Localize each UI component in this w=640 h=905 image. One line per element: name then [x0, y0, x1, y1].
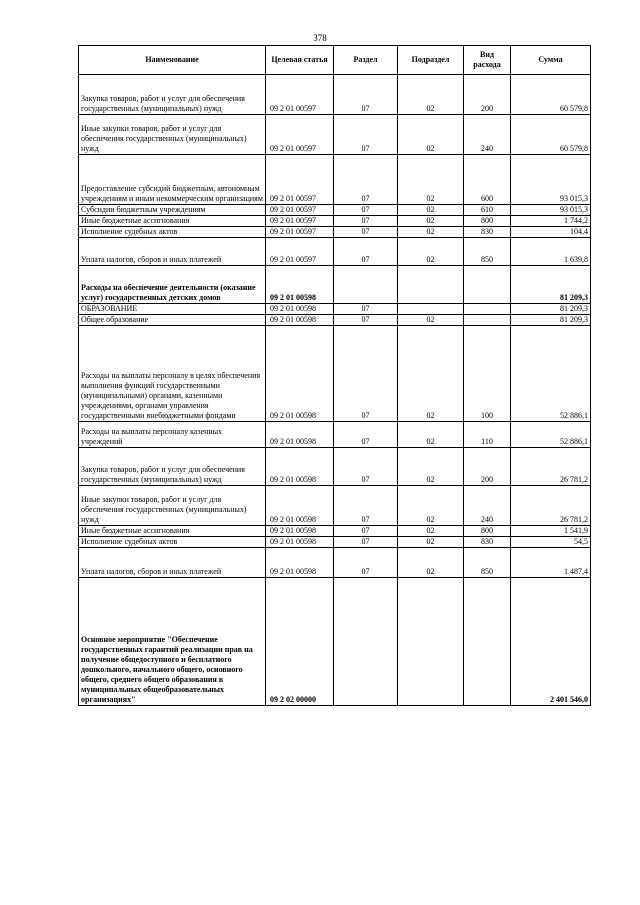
row-subsection: 02 [398, 115, 464, 155]
row-expense-type: 200 [464, 75, 511, 115]
row-target-article: 09 2 01 00597 [266, 227, 334, 238]
row-subsection [398, 578, 464, 706]
row-name: Уплата налогов, сборов и иных платежей [79, 548, 266, 578]
row-target-article: 09 2 01 00598 [266, 537, 334, 548]
budget-table [78, 45, 591, 706]
row-target-article: 09 2 01 00597 [266, 238, 334, 266]
row-name: Закупка товаров, работ и услуг для обеспечения государственных (муниципальных) нужд [79, 75, 266, 115]
row-name: Расходы на выплаты персоналу в целях обеспечения выполнения функций государственными (муниципальными) органами, казенными учреждениями, органами управления государственными внебюджетными фондами [79, 326, 266, 422]
row-subsection: 02 [398, 75, 464, 115]
row-subsection: 02 [398, 422, 464, 448]
row-expense-type: 830 [464, 537, 511, 548]
row-subsection: 02 [398, 548, 464, 578]
table-row [79, 548, 591, 578]
row-target-article: 09 2 01 00597 [266, 205, 334, 216]
row-expense-type: 850 [464, 238, 511, 266]
table-row [79, 537, 591, 548]
table-row [79, 216, 591, 227]
row-section: 07 [334, 315, 398, 326]
row-sum: 2 401 546,0 [511, 578, 591, 706]
row-sum: 81 209,3 [511, 315, 591, 326]
row-expense-type: 830 [464, 227, 511, 238]
table-row [79, 227, 591, 238]
header-name: Наименование [79, 46, 266, 75]
row-target-article: 09 2 02 00000 [266, 578, 334, 706]
row-sum: 1 541,9 [511, 526, 591, 537]
row-section: 07 [334, 205, 398, 216]
row-name: Иные закупки товаров, работ и услуг для обеспечения государственных (муниципальных) нужд [79, 486, 266, 526]
row-expense-type: 200 [464, 448, 511, 486]
row-expense-type: 610 [464, 205, 511, 216]
row-name: Предоставление субсидий бюджетным, автономным учреждениям и иным некоммерческим организациям [79, 155, 266, 205]
row-sum: 1 487,4 [511, 548, 591, 578]
row-name: ОБРАЗОВАНИЕ [79, 304, 266, 315]
row-target-article: 09 2 01 00598 [266, 266, 334, 304]
row-expense-type: 100 [464, 326, 511, 422]
header-section: Раздел [334, 46, 398, 75]
row-sum: 60 579,8 [511, 75, 591, 115]
row-sum: 52 886,1 [511, 422, 591, 448]
row-expense-type: 850 [464, 548, 511, 578]
row-subsection: 02 [398, 315, 464, 326]
row-section: 07 [334, 227, 398, 238]
row-section: 07 [334, 304, 398, 315]
row-section: 07 [334, 422, 398, 448]
header-expense-type: Вид расхода [464, 46, 511, 75]
row-subsection: 02 [398, 537, 464, 548]
row-section [334, 266, 398, 304]
row-name: Субсидии бюджетным учреждениям [79, 205, 266, 216]
row-name: Иные закупки товаров, работ и услуг для обеспечения государственных (муниципальных) нужд [79, 115, 266, 155]
row-name: Уплата налогов, сборов и иных платежей [79, 238, 266, 266]
row-expense-type: 800 [464, 216, 511, 227]
row-sum: 1 744,2 [511, 216, 591, 227]
row-target-article: 09 2 01 00597 [266, 75, 334, 115]
row-sum: 93 015,3 [511, 205, 591, 216]
row-subsection: 02 [398, 216, 464, 227]
row-sum: 52 886,1 [511, 326, 591, 422]
row-target-article: 09 2 01 00598 [266, 448, 334, 486]
row-name: Закупка товаров, работ и услуг для обеспечения государственных (муниципальных) нужд [79, 448, 266, 486]
table-row [79, 422, 591, 448]
row-expense-type [464, 304, 511, 315]
row-name: Расходы на выплаты персоналу казенных учреждений [79, 422, 266, 448]
table-row [79, 486, 591, 526]
row-expense-type: 110 [464, 422, 511, 448]
row-target-article: 09 2 01 00598 [266, 548, 334, 578]
row-sum: 26 781,2 [511, 448, 591, 486]
table-row [79, 526, 591, 537]
row-name: Расходы на обеспечение деятельности (оказание услуг) государственных детских домов [79, 266, 266, 304]
row-target-article: 09 2 01 00598 [266, 526, 334, 537]
row-sum: 60 579,8 [511, 115, 591, 155]
row-target-article: 09 2 01 00598 [266, 315, 334, 326]
row-section: 07 [334, 115, 398, 155]
row-section: 07 [334, 548, 398, 578]
table-row [79, 75, 591, 115]
row-section: 07 [334, 326, 398, 422]
table-row [79, 115, 591, 155]
row-name: Иные бюджетные ассигнования [79, 216, 266, 227]
row-subsection: 02 [398, 155, 464, 205]
table-body [79, 75, 591, 706]
row-expense-type [464, 266, 511, 304]
row-target-article: 09 2 01 00597 [266, 155, 334, 205]
table-row [79, 205, 591, 216]
row-target-article: 09 2 01 00598 [266, 486, 334, 526]
row-section: 07 [334, 238, 398, 266]
row-expense-type [464, 578, 511, 706]
row-section: 07 [334, 75, 398, 115]
row-target-article: 09 2 01 00598 [266, 422, 334, 448]
row-subsection: 02 [398, 227, 464, 238]
row-name: Основное мероприятие "Обеспечение государственных гарантий реализации прав на получение общедоступного и бесплатного дошкольного, начального общего, основного общего, среднего общего образования в муниципальных общеобразовательных организациях" [79, 578, 266, 706]
table-row [79, 578, 591, 706]
row-expense-type [464, 315, 511, 326]
row-subsection: 02 [398, 526, 464, 537]
header-subsection: Подраздел [398, 46, 464, 75]
table-row [79, 155, 591, 205]
header-target-article: Целевая статья [266, 46, 334, 75]
row-target-article: 09 2 01 00597 [266, 216, 334, 227]
page-number: 378 [313, 33, 327, 43]
row-sum: 104,4 [511, 227, 591, 238]
row-expense-type: 800 [464, 526, 511, 537]
row-section: 07 [334, 216, 398, 227]
table-row [79, 238, 591, 266]
row-target-article: 09 2 01 00598 [266, 304, 334, 315]
row-name: Иные бюджетные ассигнования [79, 526, 266, 537]
row-sum: 26 781,2 [511, 486, 591, 526]
row-sum: 54,5 [511, 537, 591, 548]
row-section: 07 [334, 486, 398, 526]
table-row [79, 326, 591, 422]
row-subsection [398, 304, 464, 315]
row-sum: 81 209,3 [511, 304, 591, 315]
row-subsection [398, 266, 464, 304]
row-name: Общее образование [79, 315, 266, 326]
table-row [79, 315, 591, 326]
row-target-article: 09 2 01 00597 [266, 115, 334, 155]
row-sum: 1 639,8 [511, 238, 591, 266]
row-section: 07 [334, 526, 398, 537]
row-subsection: 02 [398, 326, 464, 422]
row-subsection: 02 [398, 205, 464, 216]
row-section: 07 [334, 448, 398, 486]
row-section: 07 [334, 155, 398, 205]
row-target-article: 09 2 01 00598 [266, 326, 334, 422]
row-subsection: 02 [398, 238, 464, 266]
row-sum: 93 015,3 [511, 155, 591, 205]
row-expense-type: 240 [464, 486, 511, 526]
row-section: 07 [334, 537, 398, 548]
row-section [334, 578, 398, 706]
table-row [79, 448, 591, 486]
table-row [79, 266, 591, 304]
row-subsection: 02 [398, 448, 464, 486]
row-name: Исполнение судебных актов [79, 227, 266, 238]
row-expense-type: 240 [464, 115, 511, 155]
row-expense-type: 600 [464, 155, 511, 205]
row-sum: 81 209,3 [511, 266, 591, 304]
header-sum: Сумма [511, 46, 591, 75]
table-header-row [79, 46, 591, 75]
table-row [79, 304, 591, 315]
row-name: Исполнение судебных актов [79, 537, 266, 548]
row-subsection: 02 [398, 486, 464, 526]
